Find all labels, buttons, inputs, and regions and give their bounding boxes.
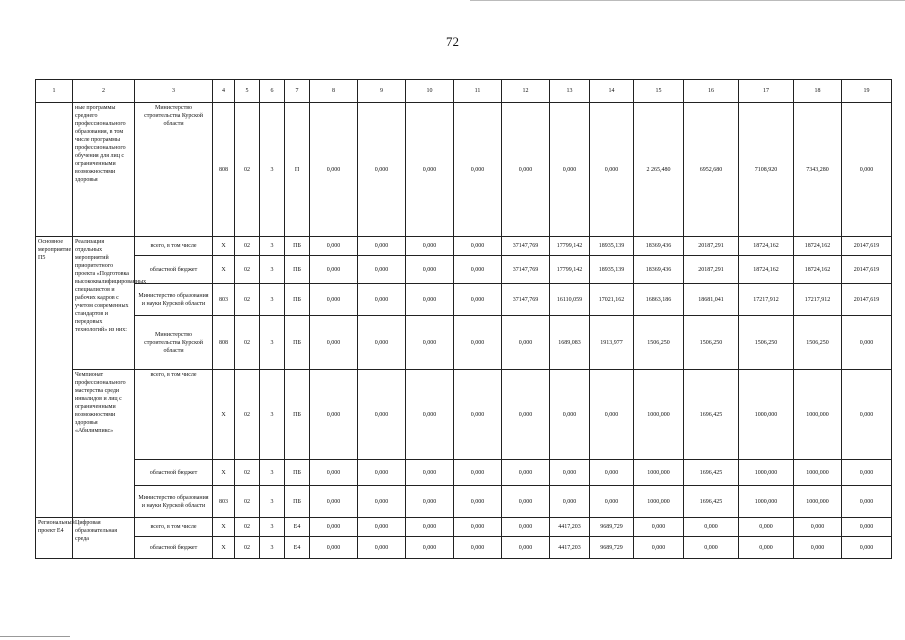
cell: ПБ (285, 370, 310, 460)
cell: 1506,250 (794, 316, 842, 370)
cell: 02 (235, 486, 260, 518)
cell: 1000,000 (634, 486, 684, 518)
cell: 0,000 (358, 537, 406, 559)
cell: 3 (260, 486, 285, 518)
cell: областной бюджет (135, 256, 213, 284)
cell: 1000,000 (634, 460, 684, 486)
cell: 0,000 (406, 284, 454, 316)
cell: 0,000 (590, 103, 634, 237)
cell: 0,000 (684, 518, 739, 537)
cell: 0,000 (454, 256, 502, 284)
cell: 0,000 (454, 460, 502, 486)
cell: ПБ (285, 237, 310, 256)
table-row (36, 256, 892, 284)
cell: 0,000 (842, 370, 892, 460)
cell: 02 (235, 370, 260, 460)
cell: 4417,203 (550, 518, 590, 537)
cell: 02 (235, 256, 260, 284)
cell: ПБ (285, 486, 310, 518)
cell: 0,000 (590, 370, 634, 460)
cell: 0,000 (310, 370, 358, 460)
cell: 0,000 (310, 284, 358, 316)
cell: 3 (260, 316, 285, 370)
cell: 0,000 (406, 460, 454, 486)
cell: 4417,203 (550, 537, 590, 559)
cell: 0,000 (550, 103, 590, 237)
cell: 17217,912 (739, 284, 794, 316)
header-cell: 13 (550, 80, 590, 103)
table-row (36, 370, 892, 460)
header-cell: 1 (36, 80, 73, 103)
table-row (36, 537, 892, 559)
header-cell: 7 (285, 80, 310, 103)
cell: Министерство образования и науки Курской области (135, 486, 213, 518)
cell: Министерство строительства Курской области (135, 316, 213, 370)
cell: 0,000 (794, 518, 842, 537)
bottom-rule (0, 636, 70, 637)
budget-table (35, 79, 892, 559)
cell: 20187,291 (684, 237, 739, 256)
cell: 1506,250 (739, 316, 794, 370)
table-row (36, 103, 892, 237)
cell: Х (213, 256, 235, 284)
cell: 18935,139 (590, 256, 634, 284)
cell: 37147,769 (502, 256, 550, 284)
cell: Министерство образования и науки Курской области (135, 284, 213, 316)
col2-cell-digital: Цифровая образовательная среда (73, 518, 135, 559)
cell: 0,000 (358, 284, 406, 316)
cell: 0,000 (502, 370, 550, 460)
cell: 0,000 (358, 237, 406, 256)
cell: 803 (213, 486, 235, 518)
cell: 0,000 (550, 460, 590, 486)
header-cell: 10 (406, 80, 454, 103)
cell: 0,000 (842, 486, 892, 518)
cell: 17799,142 (550, 256, 590, 284)
cell: 0,000 (502, 316, 550, 370)
cell: 808 (213, 316, 235, 370)
cell: 0,000 (310, 518, 358, 537)
cell: 16110,059 (550, 284, 590, 316)
cell: 0,000 (406, 537, 454, 559)
cell: 0,000 (406, 256, 454, 284)
cell: Е4 (285, 537, 310, 559)
header-cell: 3 (135, 80, 213, 103)
cell: Министерство строительства Курской области (135, 103, 213, 237)
header-cell: 9 (358, 80, 406, 103)
cell: 20147,619 (842, 237, 892, 256)
cell: 1000,000 (794, 370, 842, 460)
header-cell: 14 (590, 80, 634, 103)
cell: 18724,162 (794, 256, 842, 284)
cell: всего, в том числе (135, 237, 213, 256)
header-cell: 19 (842, 80, 892, 103)
cell: 02 (235, 316, 260, 370)
cell: 808 (213, 103, 235, 237)
cell: 37147,769 (502, 284, 550, 316)
cell: 0,000 (310, 256, 358, 284)
cell: всего, в том числе (135, 518, 213, 537)
header-cell: 2 (73, 80, 135, 103)
cell: Х (213, 237, 235, 256)
cell: 3 (260, 284, 285, 316)
col2-cell-championship: Чемпионат профессионального мастерства среди инвалидов и лиц с ограниченными возможностями здоровья «Абилимпикс» (73, 370, 135, 518)
cell: 0,000 (358, 370, 406, 460)
cell: 3 (260, 537, 285, 559)
col2-cell-realization: Реализация отдельных мероприятий приоритетного проекта «Подготовка высококвалифицированных специалистов и рабочих кадров с учетом современных стандартов и передовых технологий» из них: (73, 237, 135, 370)
cell: 9689,729 (590, 537, 634, 559)
cell: 0,000 (454, 284, 502, 316)
page-number: 72 (446, 34, 459, 49)
cell: 1000,000 (634, 370, 684, 460)
cell: 1506,250 (684, 316, 739, 370)
cell: 0,000 (454, 370, 502, 460)
cell: 0,000 (454, 237, 502, 256)
header-cell: 15 (634, 80, 684, 103)
cell: областной бюджет (135, 460, 213, 486)
cell: 0,000 (842, 460, 892, 486)
top-rule (470, 0, 905, 1)
cell: 0,000 (842, 537, 892, 559)
cell: 1000,000 (739, 486, 794, 518)
cell: 3 (260, 460, 285, 486)
cell: 0,000 (406, 316, 454, 370)
cell: ПБ (285, 256, 310, 284)
cell: 02 (235, 237, 260, 256)
cell: 0,000 (358, 103, 406, 237)
cell: 0,000 (310, 486, 358, 518)
cell: 0,000 (634, 518, 684, 537)
cell: 1689,083 (550, 316, 590, 370)
cell: 02 (235, 103, 260, 237)
cell: 02 (235, 284, 260, 316)
cell: 18724,162 (794, 237, 842, 256)
cell: 0,000 (454, 316, 502, 370)
header-cell: 17 (739, 80, 794, 103)
cell: 18724,162 (739, 237, 794, 256)
cell: 1913,977 (590, 316, 634, 370)
cell: 17217,912 (794, 284, 842, 316)
cell: 0,000 (454, 103, 502, 237)
cell: 17021,162 (590, 284, 634, 316)
cell: 0,000 (502, 486, 550, 518)
cell: 0,000 (502, 103, 550, 237)
cell: 0,000 (358, 518, 406, 537)
header-cell: 6 (260, 80, 285, 103)
col1-cell-regional-project: Региональный проект Е4 (36, 518, 73, 559)
cell: 0,000 (634, 537, 684, 559)
cell: всего, в том числе (135, 370, 213, 460)
cell: 0,000 (310, 460, 358, 486)
cell: 0,000 (739, 537, 794, 559)
cell: 3 (260, 518, 285, 537)
cell: областной бюджет (135, 537, 213, 559)
cell: 0,000 (502, 460, 550, 486)
cell: 0,000 (358, 316, 406, 370)
cell: Х (213, 537, 235, 559)
table-row (36, 237, 892, 256)
table-row (36, 460, 892, 486)
cell: 18681,041 (684, 284, 739, 316)
cell: 0,000 (310, 237, 358, 256)
header-cell: 11 (454, 80, 502, 103)
cell: 6952,680 (684, 103, 739, 237)
cell: 0,000 (406, 370, 454, 460)
cell: 18935,139 (590, 237, 634, 256)
cell: 7108,920 (739, 103, 794, 237)
cell: 0,000 (406, 486, 454, 518)
header-cell: 16 (684, 80, 739, 103)
col1-cell-empty (36, 103, 73, 237)
cell: 0,000 (502, 518, 550, 537)
cell: 0,000 (842, 103, 892, 237)
cell: 16863,186 (634, 284, 684, 316)
cell: 7343,280 (794, 103, 842, 237)
cell: Х (213, 518, 235, 537)
cell: 0,000 (358, 460, 406, 486)
cell: 0,000 (358, 486, 406, 518)
cell: 1696,425 (684, 486, 739, 518)
cell: 3 (260, 237, 285, 256)
header-cell: 8 (310, 80, 358, 103)
cell: 1000,000 (739, 370, 794, 460)
cell: 0,000 (502, 537, 550, 559)
cell: 0,000 (842, 518, 892, 537)
cell: 02 (235, 518, 260, 537)
cell: П (285, 103, 310, 237)
cell: ПБ (285, 284, 310, 316)
cell: 1000,000 (794, 460, 842, 486)
table-row (36, 518, 892, 537)
cell: 0,000 (550, 370, 590, 460)
cell: 17799,142 (550, 237, 590, 256)
cell: 1506,250 (634, 316, 684, 370)
header-row (36, 80, 892, 103)
cell: ПБ (285, 460, 310, 486)
cell: 0,000 (739, 518, 794, 537)
table-row (36, 486, 892, 518)
cell: 1000,000 (794, 486, 842, 518)
cell: ПБ (285, 316, 310, 370)
cell: 0,000 (684, 537, 739, 559)
col1-cell-main-event: Основное мероприятие П5 (36, 237, 73, 518)
table-row (36, 316, 892, 370)
cell: 0,000 (310, 537, 358, 559)
cell: 0,000 (310, 103, 358, 237)
cell: Е4 (285, 518, 310, 537)
cell: 0,000 (794, 537, 842, 559)
cell: 0,000 (358, 256, 406, 284)
cell: 0,000 (590, 486, 634, 518)
cell: 1000,000 (739, 460, 794, 486)
cell: 0,000 (454, 486, 502, 518)
cell: 0,000 (590, 460, 634, 486)
cell: 02 (235, 537, 260, 559)
header-cell: 18 (794, 80, 842, 103)
cell: 0,000 (454, 518, 502, 537)
cell: 20147,619 (842, 284, 892, 316)
header-cell: 12 (502, 80, 550, 103)
cell: 20187,291 (684, 256, 739, 284)
cell: 37147,769 (502, 237, 550, 256)
cell: 1696,425 (684, 460, 739, 486)
cell: 3 (260, 256, 285, 284)
header-cell: 4 (213, 80, 235, 103)
cell: 0,000 (454, 537, 502, 559)
cell: 3 (260, 103, 285, 237)
cell: 3 (260, 370, 285, 460)
cell: 02 (235, 460, 260, 486)
header-cell: 5 (235, 80, 260, 103)
table-row (36, 284, 892, 316)
cell: 803 (213, 284, 235, 316)
cell: 1696,425 (684, 370, 739, 460)
cell: 0,000 (406, 237, 454, 256)
cell: 18369,436 (634, 237, 684, 256)
col2-cell-continuation: ные программы среднего профессионального образования, в том числе программы профессионального обучения для лиц с ограниченными возможностями здоровья (73, 103, 135, 237)
cell: 9689,729 (590, 518, 634, 537)
cell: 0,000 (406, 518, 454, 537)
cell: 0,000 (406, 103, 454, 237)
cell: 0,000 (550, 486, 590, 518)
cell: 18369,436 (634, 256, 684, 284)
cell: 2 265,480 (634, 103, 684, 237)
cell: Х (213, 370, 235, 460)
cell: 0,000 (842, 316, 892, 370)
cell: 18724,162 (739, 256, 794, 284)
cell: Х (213, 460, 235, 486)
cell: 20147,619 (842, 256, 892, 284)
cell: 0,000 (310, 316, 358, 370)
